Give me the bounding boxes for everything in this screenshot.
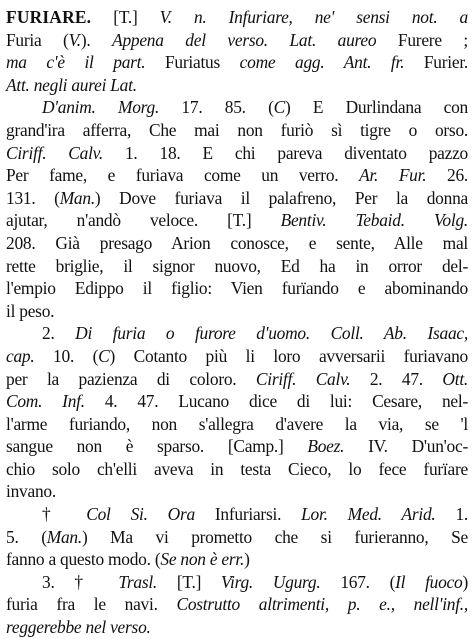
entry-line: [6, 548, 468, 571]
entry-line: [6, 142, 468, 165]
italic-text: V. n. Infuriare, ne' sensi not. a: [159, 7, 468, 27]
text-run: furia fra le navi.: [6, 594, 177, 615]
entry-line: [6, 164, 468, 187]
entry-line: [6, 413, 468, 436]
italic-text: C: [98, 345, 110, 366]
italic-text: Com. Inf.: [6, 391, 85, 412]
text-run: grand'ira afferra, Che mai non furiò sì tigre o orso.: [6, 119, 468, 140]
entry-line: [6, 96, 468, 119]
italic-text: Trasl.: [118, 571, 158, 592]
entry-line: [6, 187, 468, 210]
text-run: ): [244, 549, 250, 570]
text-run: †: [42, 504, 87, 525]
italic-text: Ar. Fur.: [359, 165, 427, 186]
text-run: chio solo ch'elli aveva in testa Cieco, lo fece furïare: [6, 458, 468, 479]
text-run: Furiatus: [165, 52, 240, 73]
text-run: ) Dove furiava il palafreno, Per la donna: [94, 187, 468, 208]
italic-text: D'anim. Morg.: [42, 97, 160, 118]
text-run: ).: [80, 29, 113, 50]
text-run: ) Ma vi prometto che si furieranno, Se: [81, 526, 468, 547]
italic-text: Appena del verso. Lat. aureo: [112, 29, 398, 50]
text-run: ajutar, n'andò veloce. [T.]: [6, 210, 281, 231]
italic-text: Costrutto altrimenti, p. e., nell'inf.,: [176, 594, 468, 615]
text-run: 26.: [426, 165, 468, 186]
italic-text: Lor. Med. Arid.: [301, 504, 436, 525]
text-run: Furier.: [423, 52, 468, 73]
text-run: Furere ;: [397, 29, 468, 50]
italic-text: C: [273, 97, 285, 118]
text-run: ) Cotanto più li loro avversarii furiavano: [109, 345, 468, 366]
italic-text: Col Si. Ora: [86, 504, 215, 525]
text-run: il peso.: [6, 300, 55, 321]
entry-line: [6, 571, 468, 594]
text-run: Per fame, e furiava come un verro.: [6, 165, 360, 186]
text-run: per la pazienza di coloro.: [6, 368, 256, 389]
entry-line: [6, 458, 468, 481]
entry-line: [6, 209, 468, 232]
text-run: [T.]: [91, 7, 160, 27]
entry-line: [6, 345, 468, 368]
text-run: 3. †: [42, 571, 119, 592]
text-run: 2.: [42, 323, 76, 344]
italic-text: reggerebbe nel verso.: [6, 617, 151, 638]
entry-line: [6, 300, 468, 323]
entry-line: [6, 322, 468, 345]
text-run: 2. 47.: [350, 368, 443, 389]
entry-line: [6, 368, 468, 391]
italic-text: cap.: [6, 345, 35, 366]
entry-line: [6, 6, 468, 29]
entry-line: [6, 255, 468, 278]
entry-line: [6, 51, 468, 74]
italic-text: Ciriff. Calv.: [6, 142, 103, 163]
text-run: sangue non è sparso. [Camp.]: [6, 436, 308, 457]
text-run: Infuriarsi.: [214, 504, 302, 525]
entry-body: [6, 6, 468, 639]
text-run: 1.: [435, 504, 469, 525]
italic-text: V.: [68, 29, 81, 50]
text-run: [T.]: [157, 571, 221, 592]
text-run: ): [462, 571, 469, 592]
text-run: 167. (: [320, 571, 396, 592]
italic-text: Ciriff. Calv.: [255, 368, 351, 389]
text-run: 10. (: [34, 345, 99, 366]
text-run: 1. 18. E chi pareva diventato pazzo: [102, 142, 468, 163]
entry-line: [6, 526, 468, 549]
text-run: fanno a questo modo. (: [6, 549, 161, 570]
entry-line: [6, 480, 468, 503]
entry-line: [6, 616, 468, 639]
italic-text: Att. negli aurei Lat.: [6, 74, 137, 95]
headword: FURIARE.: [6, 7, 92, 27]
text-run: IV. D'un'oc-: [344, 436, 468, 457]
text-run: rette briglie, il signor nuovo, Ed ha in orror del-: [6, 255, 468, 276]
text-run: Furia (: [6, 29, 69, 50]
text-run: 4. 47. Lucano dice di lui: Cesare, nel-: [84, 391, 469, 412]
text-run: ) E Durlindana con: [284, 97, 468, 118]
italic-text: Ott.: [442, 368, 468, 389]
italic-text: Boez.: [307, 436, 345, 457]
text-run: invano.: [6, 481, 56, 502]
entry-line: [6, 503, 468, 526]
entry-line: [6, 74, 468, 97]
italic-text: Bentiv. Tebaid. Volg.: [280, 210, 468, 231]
italic-text: Man.: [46, 526, 82, 547]
text-run: 17. 85. (: [159, 97, 274, 118]
italic-text: ma c'è il part.: [6, 52, 166, 73]
text-run: l'empio Edippo il figlio: Vien furïando e abominando: [6, 278, 468, 299]
entry-line: [6, 390, 468, 413]
italic-text: Di furia o furore d'uomo. Coll. Ab. Isaac,: [75, 323, 468, 344]
italic-text: Virg. Ugurg.: [220, 571, 321, 592]
italic-text: come agg. Ant. fr.: [239, 52, 424, 73]
italic-text: Man.: [59, 187, 95, 208]
text-run: 5. (: [6, 526, 47, 547]
entry-line: [6, 232, 468, 255]
italic-text: Il fuoco: [395, 571, 463, 592]
entry-line: [6, 277, 468, 300]
entry-line: [6, 435, 468, 458]
entry-line: [6, 119, 468, 142]
entry-line: [6, 29, 468, 52]
text-run: 208. Già presago Arion conosce, e sente, Alle mal: [6, 232, 468, 253]
text-run: 131. (: [6, 187, 60, 208]
text-run: l'arme furiando, non s'allegra d'avere la via, se 'l: [6, 413, 468, 434]
italic-text: Se non è err.: [160, 549, 245, 570]
